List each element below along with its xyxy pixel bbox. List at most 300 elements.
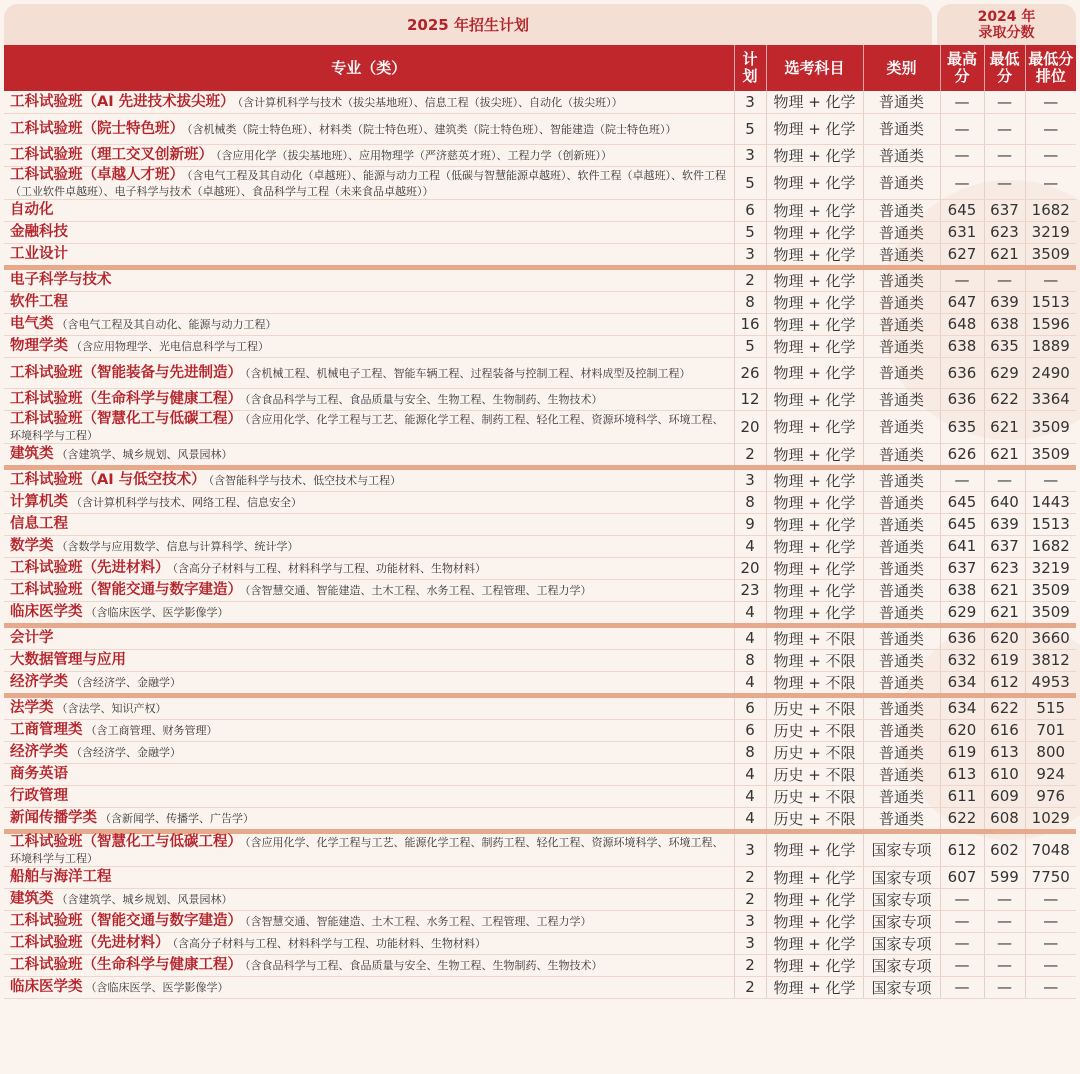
category-cell: 普通类 <box>863 807 940 831</box>
major-cell <box>4 221 734 243</box>
min-rank-cell: — <box>1025 144 1076 166</box>
major-cell <box>4 410 734 443</box>
subjects-cell: 历史 + 不限 <box>766 741 863 763</box>
plan-count-cell: 8 <box>734 291 766 313</box>
major-cell <box>4 491 734 513</box>
category-cell: 普通类 <box>863 695 940 719</box>
subjects-cell: 物理 + 化学 <box>766 910 863 932</box>
major-note: （含高分子材料与工程、材料科学与工程、功能材料、生物材料） <box>172 562 486 575</box>
max-score-cell: 636 <box>940 388 984 410</box>
plan-count-cell: 3 <box>734 467 766 491</box>
major-title: 工业设计 <box>10 246 68 262</box>
plan-count-cell: 3 <box>734 932 766 954</box>
plan-count-cell: 4 <box>734 601 766 625</box>
min-score-cell: 612 <box>984 671 1025 695</box>
max-score-cell: 636 <box>940 625 984 649</box>
subjects-cell: 物理 + 化学 <box>766 410 863 443</box>
min-score-cell: 637 <box>984 535 1025 557</box>
max-score-cell: 645 <box>940 199 984 221</box>
table-row <box>4 91 1076 113</box>
category-cell: 普通类 <box>863 388 940 410</box>
major-cell <box>4 866 734 888</box>
subjects-cell: 物理 + 化学 <box>766 291 863 313</box>
major-title: 建筑类 <box>10 891 54 907</box>
min-score-cell: 608 <box>984 807 1025 831</box>
min-score-cell: 620 <box>984 625 1025 649</box>
subjects-cell: 物理 + 化学 <box>766 491 863 513</box>
max-score-cell: 641 <box>940 535 984 557</box>
min-score-cell: 640 <box>984 491 1025 513</box>
plan-count-cell: 8 <box>734 741 766 763</box>
max-score-cell: — <box>940 91 984 113</box>
major-cell <box>4 335 734 357</box>
min-score-cell: — <box>984 91 1025 113</box>
subjects-cell: 物理 + 化学 <box>766 976 863 998</box>
table-row <box>4 535 1076 557</box>
max-score-cell: 613 <box>940 763 984 785</box>
category-cell: 国家专项 <box>863 910 940 932</box>
plan-count-cell: 5 <box>734 335 766 357</box>
plan-count-cell: 4 <box>734 625 766 649</box>
subjects-cell: 历史 + 不限 <box>766 807 863 831</box>
plan-count-cell: 12 <box>734 388 766 410</box>
major-title: 临床医学类 <box>10 604 83 620</box>
major-title: 船舶与海洋工程 <box>10 869 112 885</box>
min-rank-cell: 7048 <box>1025 831 1076 866</box>
min-rank-cell: 1889 <box>1025 335 1076 357</box>
min-score-cell: 619 <box>984 649 1025 671</box>
plan-count-cell: 2 <box>734 866 766 888</box>
table-row <box>4 410 1076 443</box>
category-cell: 普通类 <box>863 671 940 695</box>
major-title: 工科试验班（先进材料） <box>10 560 170 576</box>
major-note: （含计算机科学与技术（拔尖基地班）、信息工程（拔尖班）、自动化（拔尖班）） <box>237 95 623 109</box>
plan-count-cell: 6 <box>734 719 766 741</box>
max-score-cell: — <box>940 954 984 976</box>
min-score-cell: 616 <box>984 719 1025 741</box>
table-row <box>4 243 1076 267</box>
plan-count-cell: 20 <box>734 557 766 579</box>
category-cell: 普通类 <box>863 467 940 491</box>
category-cell: 普通类 <box>863 513 940 535</box>
min-rank-cell: 1513 <box>1025 513 1076 535</box>
category-cell: 普通类 <box>863 649 940 671</box>
major-cell <box>4 443 734 467</box>
category-cell: 普通类 <box>863 267 940 291</box>
plan-count-cell: 3 <box>734 144 766 166</box>
major-title: 经济学类 <box>10 674 68 690</box>
major-note: （含经济学、金融学） <box>71 746 181 759</box>
plan-header: 2025 年招生计划 <box>4 4 932 45</box>
plan-count-cell: 2 <box>734 888 766 910</box>
table-row <box>4 467 1076 491</box>
col-header-min-score: 最低 分 <box>984 45 1025 91</box>
major-cell <box>4 535 734 557</box>
table-row <box>4 388 1076 410</box>
col-header-major: 专业（类） <box>4 45 734 91</box>
min-rank-cell: 3509 <box>1025 410 1076 443</box>
table-row <box>4 443 1076 467</box>
major-note: （含智慧交通、智能建造、土木工程、水务工程、工程管理、工程力学） <box>245 584 592 597</box>
major-note: （含法学、知识产权） <box>56 702 167 715</box>
subjects-cell: 物理 + 化学 <box>766 535 863 557</box>
table-row <box>4 695 1076 719</box>
major-cell <box>4 785 734 807</box>
min-score-cell: 622 <box>984 695 1025 719</box>
col-header-max-score: 最高 分 <box>940 45 984 91</box>
category-cell: 普通类 <box>863 557 940 579</box>
min-score-cell: 621 <box>984 579 1025 601</box>
major-note: （含新闻学、传播学、广告学） <box>100 812 254 825</box>
major-cell <box>4 671 734 695</box>
min-rank-cell: 3364 <box>1025 388 1076 410</box>
table-row <box>4 113 1076 144</box>
min-rank-cell: — <box>1025 267 1076 291</box>
major-cell <box>4 144 734 166</box>
max-score-cell: 629 <box>940 601 984 625</box>
plan-count-cell: 3 <box>734 243 766 267</box>
min-rank-cell: 924 <box>1025 763 1076 785</box>
max-score-cell: — <box>940 467 984 491</box>
max-score-cell: — <box>940 888 984 910</box>
major-note: （含机械类（院士特色班）、材料类（院士特色班）、建筑类（院士特色班）、智能建造（院士特色班）） <box>187 122 677 136</box>
subjects-cell: 物理 + 化学 <box>766 267 863 291</box>
subjects-cell: 历史 + 不限 <box>766 719 863 741</box>
min-rank-cell: 3509 <box>1025 601 1076 625</box>
plan-count-cell: 6 <box>734 199 766 221</box>
major-cell <box>4 807 734 831</box>
table-row <box>4 513 1076 535</box>
category-cell: 普通类 <box>863 113 940 144</box>
plan-count-cell: 4 <box>734 807 766 831</box>
category-cell: 国家专项 <box>863 976 940 998</box>
plan-count-cell: 4 <box>734 785 766 807</box>
subjects-cell: 物理 + 化学 <box>766 388 863 410</box>
plan-count-cell: 6 <box>734 695 766 719</box>
min-rank-cell: 3509 <box>1025 579 1076 601</box>
min-score-cell: — <box>984 888 1025 910</box>
subjects-cell: 物理 + 化学 <box>766 166 863 199</box>
major-cell <box>4 557 734 579</box>
max-score-cell: — <box>940 932 984 954</box>
major-title: 物理学类 <box>10 338 68 354</box>
min-score-cell: 635 <box>984 335 1025 357</box>
min-score-cell: — <box>984 467 1025 491</box>
major-cell <box>4 932 734 954</box>
category-cell: 国家专项 <box>863 866 940 888</box>
major-note: （含应用化学（拔尖基地班）、应用物理学（严济慈英才班）、工程力学（创新班）） <box>216 149 612 162</box>
category-cell: 普通类 <box>863 243 940 267</box>
subjects-cell: 物理 + 化学 <box>766 954 863 976</box>
max-score-cell: 627 <box>940 243 984 267</box>
category-cell: 普通类 <box>863 719 940 741</box>
major-cell <box>4 601 734 625</box>
category-cell: 普通类 <box>863 763 940 785</box>
table-header-row <box>4 45 1076 91</box>
major-note: （含智能科学与技术、低空技术与工程） <box>208 474 402 487</box>
col-header-subjects: 选考科目 <box>766 45 863 91</box>
min-score-cell: — <box>984 954 1025 976</box>
max-score-cell: — <box>940 910 984 932</box>
major-note: （含食品科学与工程、食品质量与安全、生物工程、生物制药、生物技术） <box>245 393 603 406</box>
max-score-cell: 636 <box>940 357 984 388</box>
plan-count-cell: 5 <box>734 221 766 243</box>
min-score-cell: — <box>984 166 1025 199</box>
min-rank-cell: 3219 <box>1025 221 1076 243</box>
subjects-cell: 物理 + 化学 <box>766 601 863 625</box>
major-title: 大数据管理与应用 <box>10 652 126 668</box>
major-title: 电子科学与技术 <box>10 272 112 288</box>
major-note: （含临床医学、医学影像学） <box>85 981 229 994</box>
max-score-cell: 611 <box>940 785 984 807</box>
major-title: 工科试验班（AI 先进技术拔尖班） <box>10 93 235 110</box>
category-cell: 国家专项 <box>863 954 940 976</box>
min-score-cell: 602 <box>984 831 1025 866</box>
min-score-cell: 622 <box>984 388 1025 410</box>
major-cell <box>4 741 734 763</box>
max-score-cell: 622 <box>940 807 984 831</box>
min-score-cell: 629 <box>984 357 1025 388</box>
table-row <box>4 831 1076 866</box>
min-rank-cell: — <box>1025 113 1076 144</box>
major-note: （含经济学、金融学） <box>71 676 181 689</box>
subjects-cell: 物理 + 不限 <box>766 625 863 649</box>
table-row <box>4 579 1076 601</box>
major-title: 工科试验班（生命科学与健康工程） <box>10 391 242 407</box>
min-score-cell: 623 <box>984 557 1025 579</box>
major-cell <box>4 467 734 491</box>
category-cell: 普通类 <box>863 579 940 601</box>
major-cell <box>4 579 734 601</box>
max-score-cell: 634 <box>940 695 984 719</box>
plan-count-cell: 2 <box>734 267 766 291</box>
major-title: 金融科技 <box>10 224 68 240</box>
max-score-cell: 648 <box>940 313 984 335</box>
major-cell <box>4 357 734 388</box>
major-note: （含应用化学、化学工程与工艺、能源化学工程、制药工程、轻化工程、资源环境科学、环境工程、环境科学与工程） <box>10 835 724 865</box>
table-row <box>4 741 1076 763</box>
min-rank-cell: 3812 <box>1025 649 1076 671</box>
table-row <box>4 976 1076 998</box>
plan-count-cell: 26 <box>734 357 766 388</box>
min-score-cell: 623 <box>984 221 1025 243</box>
max-score-cell: 638 <box>940 335 984 357</box>
min-score-cell: 610 <box>984 763 1025 785</box>
table-row <box>4 144 1076 166</box>
category-cell: 普通类 <box>863 410 940 443</box>
min-score-cell: — <box>984 932 1025 954</box>
admission-table <box>4 45 1076 999</box>
category-cell: 普通类 <box>863 535 940 557</box>
major-note: （含应用物理学、光电信息科学与工程） <box>71 340 269 353</box>
min-score-cell: — <box>984 910 1025 932</box>
major-title: 工科试验班（生命科学与健康工程） <box>10 957 242 973</box>
min-score-cell: 613 <box>984 741 1025 763</box>
table-row <box>4 807 1076 831</box>
table-row <box>4 785 1076 807</box>
major-title: 电气类 <box>10 316 54 332</box>
max-score-cell: 619 <box>940 741 984 763</box>
max-score-cell: 620 <box>940 719 984 741</box>
min-rank-cell: 3219 <box>1025 557 1076 579</box>
max-score-cell: 647 <box>940 291 984 313</box>
table-row <box>4 557 1076 579</box>
table-row <box>4 335 1076 357</box>
category-cell: 普通类 <box>863 443 940 467</box>
major-cell <box>4 649 734 671</box>
min-score-cell: 621 <box>984 410 1025 443</box>
category-cell: 普通类 <box>863 625 940 649</box>
category-cell: 普通类 <box>863 335 940 357</box>
min-rank-cell: — <box>1025 888 1076 910</box>
plan-count-cell: 2 <box>734 443 766 467</box>
min-score-cell: — <box>984 144 1025 166</box>
min-rank-cell: 515 <box>1025 695 1076 719</box>
major-title: 工科试验班（卓越人才班） <box>10 166 184 183</box>
subjects-cell: 物理 + 不限 <box>766 671 863 695</box>
major-note: （含电气工程及其自动化、能源与动力工程） <box>56 318 277 331</box>
min-rank-cell: 1682 <box>1025 199 1076 221</box>
min-score-cell: 638 <box>984 313 1025 335</box>
table-row <box>4 671 1076 695</box>
min-rank-cell: 976 <box>1025 785 1076 807</box>
category-cell: 普通类 <box>863 741 940 763</box>
major-cell <box>4 166 734 199</box>
plan-count-cell: 20 <box>734 410 766 443</box>
category-cell: 普通类 <box>863 166 940 199</box>
subjects-cell: 物理 + 化学 <box>766 91 863 113</box>
subjects-cell: 物理 + 化学 <box>766 866 863 888</box>
min-rank-cell: 2490 <box>1025 357 1076 388</box>
min-rank-cell: 1596 <box>1025 313 1076 335</box>
score-header: 2024 年 录取分数 <box>937 4 1076 45</box>
major-title: 计算机类 <box>10 494 68 510</box>
major-cell <box>4 199 734 221</box>
subjects-cell: 物理 + 化学 <box>766 199 863 221</box>
plan-count-cell: 2 <box>734 976 766 998</box>
category-cell: 普通类 <box>863 601 940 625</box>
min-score-cell: 599 <box>984 866 1025 888</box>
major-note: （含智慧交通、智能建造、土木工程、水务工程、工程管理、工程力学） <box>245 915 592 928</box>
major-title: 行政管理 <box>10 788 68 804</box>
category-cell: 普通类 <box>863 91 940 113</box>
major-note: （含临床医学、医学影像学） <box>85 606 229 619</box>
major-title: 法学类 <box>10 700 54 716</box>
subjects-cell: 物理 + 化学 <box>766 831 863 866</box>
major-note: （含高分子材料与工程、材料科学与工程、功能材料、生物材料） <box>172 937 486 950</box>
max-score-cell: 612 <box>940 831 984 866</box>
major-title: 工商管理类 <box>10 722 83 738</box>
major-cell <box>4 976 734 998</box>
table-row <box>4 166 1076 199</box>
major-cell <box>4 954 734 976</box>
major-title: 自动化 <box>10 202 54 218</box>
min-rank-cell: 1443 <box>1025 491 1076 513</box>
major-cell <box>4 625 734 649</box>
category-cell: 普通类 <box>863 199 940 221</box>
min-rank-cell: — <box>1025 467 1076 491</box>
major-title: 经济学类 <box>10 744 68 760</box>
major-title: 工科试验班（AI 与低空技术） <box>10 472 206 488</box>
plan-count-cell: 3 <box>734 910 766 932</box>
table-row <box>4 763 1076 785</box>
min-score-cell: 621 <box>984 443 1025 467</box>
category-cell: 国家专项 <box>863 888 940 910</box>
max-score-cell: 626 <box>940 443 984 467</box>
min-rank-cell: — <box>1025 932 1076 954</box>
category-cell: 国家专项 <box>863 831 940 866</box>
major-note: （含机械工程、机械电子工程、智能车辆工程、过程装备与控制工程、材料成型及控制工程） <box>245 366 691 380</box>
major-cell <box>4 888 734 910</box>
category-cell: 普通类 <box>863 313 940 335</box>
min-rank-cell: — <box>1025 91 1076 113</box>
subjects-cell: 物理 + 化学 <box>766 513 863 535</box>
subjects-cell: 历史 + 不限 <box>766 695 863 719</box>
max-score-cell: 637 <box>940 557 984 579</box>
min-score-cell: 639 <box>984 513 1025 535</box>
min-rank-cell: 701 <box>1025 719 1076 741</box>
major-cell <box>4 243 734 267</box>
table-row <box>4 291 1076 313</box>
major-cell <box>4 910 734 932</box>
min-rank-cell: 3509 <box>1025 243 1076 267</box>
max-score-cell: 645 <box>940 513 984 535</box>
min-rank-cell: 800 <box>1025 741 1076 763</box>
table-row <box>4 866 1076 888</box>
major-title: 临床医学类 <box>10 979 83 995</box>
table-row <box>4 954 1076 976</box>
major-cell <box>4 719 734 741</box>
category-cell: 普通类 <box>863 291 940 313</box>
subjects-cell: 物理 + 化学 <box>766 243 863 267</box>
category-cell: 普通类 <box>863 357 940 388</box>
table-row <box>4 910 1076 932</box>
max-score-cell: 638 <box>940 579 984 601</box>
subjects-cell: 物理 + 化学 <box>766 313 863 335</box>
major-title: 商务英语 <box>10 766 68 782</box>
min-rank-cell: 7750 <box>1025 866 1076 888</box>
major-note: （含应用化学、化学工程与工艺、能源化学工程、制药工程、轻化工程、资源环境科学、环境工程、环境科学与工程） <box>10 412 724 442</box>
plan-count-cell: 4 <box>734 671 766 695</box>
max-score-cell: — <box>940 144 984 166</box>
major-note: （含数学与应用数学、信息与计算科学、统计学） <box>56 540 299 553</box>
subjects-cell: 物理 + 化学 <box>766 144 863 166</box>
table-row <box>4 932 1076 954</box>
min-rank-cell: — <box>1025 954 1076 976</box>
min-score-cell: — <box>984 976 1025 998</box>
subjects-cell: 历史 + 不限 <box>766 785 863 807</box>
plan-count-cell: 4 <box>734 535 766 557</box>
table-row <box>4 313 1076 335</box>
min-rank-cell: 1513 <box>1025 291 1076 313</box>
max-score-cell: 635 <box>940 410 984 443</box>
subjects-cell: 物理 + 化学 <box>766 579 863 601</box>
max-score-cell: 632 <box>940 649 984 671</box>
table-row <box>4 221 1076 243</box>
min-rank-cell: 1029 <box>1025 807 1076 831</box>
major-note: （含建筑学、城乡规划、风景园林） <box>56 893 233 906</box>
major-cell <box>4 831 734 866</box>
major-cell <box>4 91 734 113</box>
max-score-cell: 645 <box>940 491 984 513</box>
table-body <box>4 91 1076 998</box>
category-cell: 普通类 <box>863 785 940 807</box>
plan-count-cell: 8 <box>734 649 766 671</box>
max-score-cell: — <box>940 113 984 144</box>
major-title: 工科试验班（智慧化工与低碳工程） <box>10 833 242 850</box>
major-note: （含工商管理、财务管理） <box>85 724 218 737</box>
table-row <box>4 491 1076 513</box>
